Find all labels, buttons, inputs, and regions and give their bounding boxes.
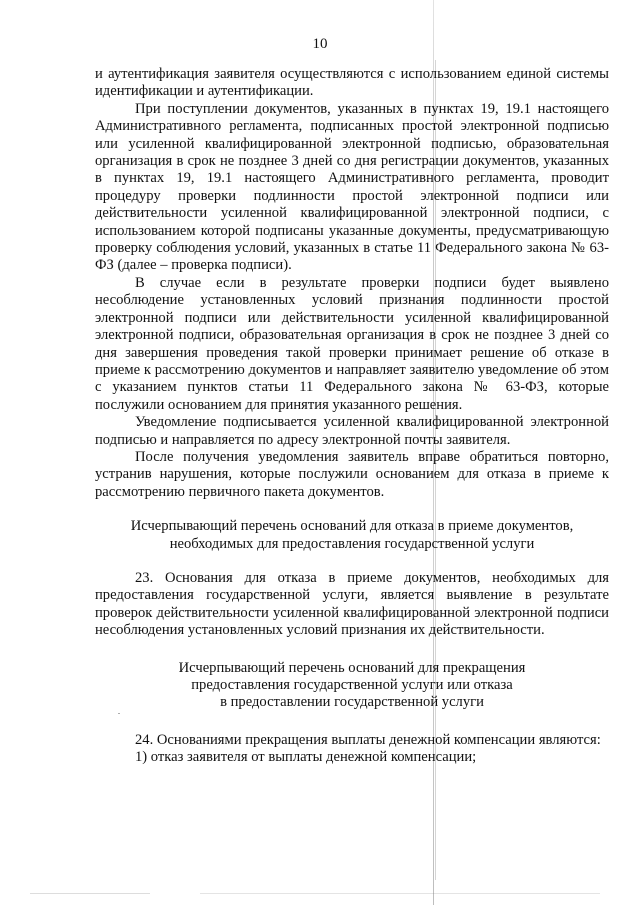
section-heading-termination-line2: предоставления государственной услуги или отказа	[191, 677, 513, 693]
section-heading-refusal-line1: Исчерпывающий перечень оснований для отказа в приеме документов,	[130, 518, 574, 535]
paragraph-notification: Уведомление подписывается усиленной квалифицированной электронной подписью и направляется по адресу электронной почты заявителя.	[95, 414, 609, 448]
paragraph-24: 24. Основаниями прекращения выплаты денежной компенсации являются:	[135, 731, 601, 748]
section-heading-termination-line3: в предоставлении государственной услуги	[220, 694, 484, 711]
scan-bottom-artifact	[200, 893, 600, 894]
page-number: 10	[312, 36, 328, 52]
list-item-1: 1) отказ заявителя от выплаты денежной компенсации;	[135, 749, 477, 766]
paragraph-23: 23. Основания для отказа в приеме документов, необходимых для предоставления государственной услуги, является выявление в результате проверок действительности усиленной квалифицированной электронной подписи несоблюдения установленных условий признания их действительности.	[95, 569, 609, 639]
document-body	[95, 66, 609, 767]
scan-speck	[118, 713, 120, 714]
paragraph-signature-check: При поступлении документов, указанных в пунктах 19, 19.1 настоящего Административного регламента, подписанных простой электронной подписью или усиленной квалифицированной электронной подписью, образовательная организация в срок не позднее 3 дней со дня регистрации документов, указанных в пунктах 19, 19.1 настоящего Административного регламента, проводит процедуру проверки подлинности простой электронной подписи или действительности усиленной квалифицированной электронной подписи, с использованием которой подписаны указанные документы, предусматривающую проверку соблюдения условий, указанных в статье 11 Федерального закона № 63-ФЗ (далее – проверка подписи).	[95, 100, 609, 274]
scan-bottom-artifact	[30, 893, 150, 894]
paragraph-check-failure: В случае если в результате проверки подписи будет выявлено несоблюдение установленных условий признания подлинности простой электронной подписи или действительности усиленной квалифицированной электронной подписи, образовательная организация в срок не позднее 3 дней со дня завершения проведения такой проверки принимает решение об отказе в приеме к рассмотрению документов и направляет заявителю уведомление об этом с указанием пунктов статьи 11 Федерального закона № 63-ФЗ, которые послужили основанием для принятия указанного решения.	[95, 274, 609, 413]
paragraph-reapply: После получения уведомления заявитель вправе обратиться повторно, устранив нарушения, которые послужили основанием для отказа в приеме к рассмотрению первичного пакета документов.	[95, 448, 609, 500]
section-heading-termination-line1: Исчерпывающий перечень оснований для прекращения	[178, 659, 526, 676]
section-heading-refusal-line2: необходимых для предоставления государственной услуги	[169, 535, 535, 552]
paragraph-continuation: и аутентификация заявителя осуществляются с использованием единой системы идентификации и аутентификации.	[95, 66, 609, 100]
